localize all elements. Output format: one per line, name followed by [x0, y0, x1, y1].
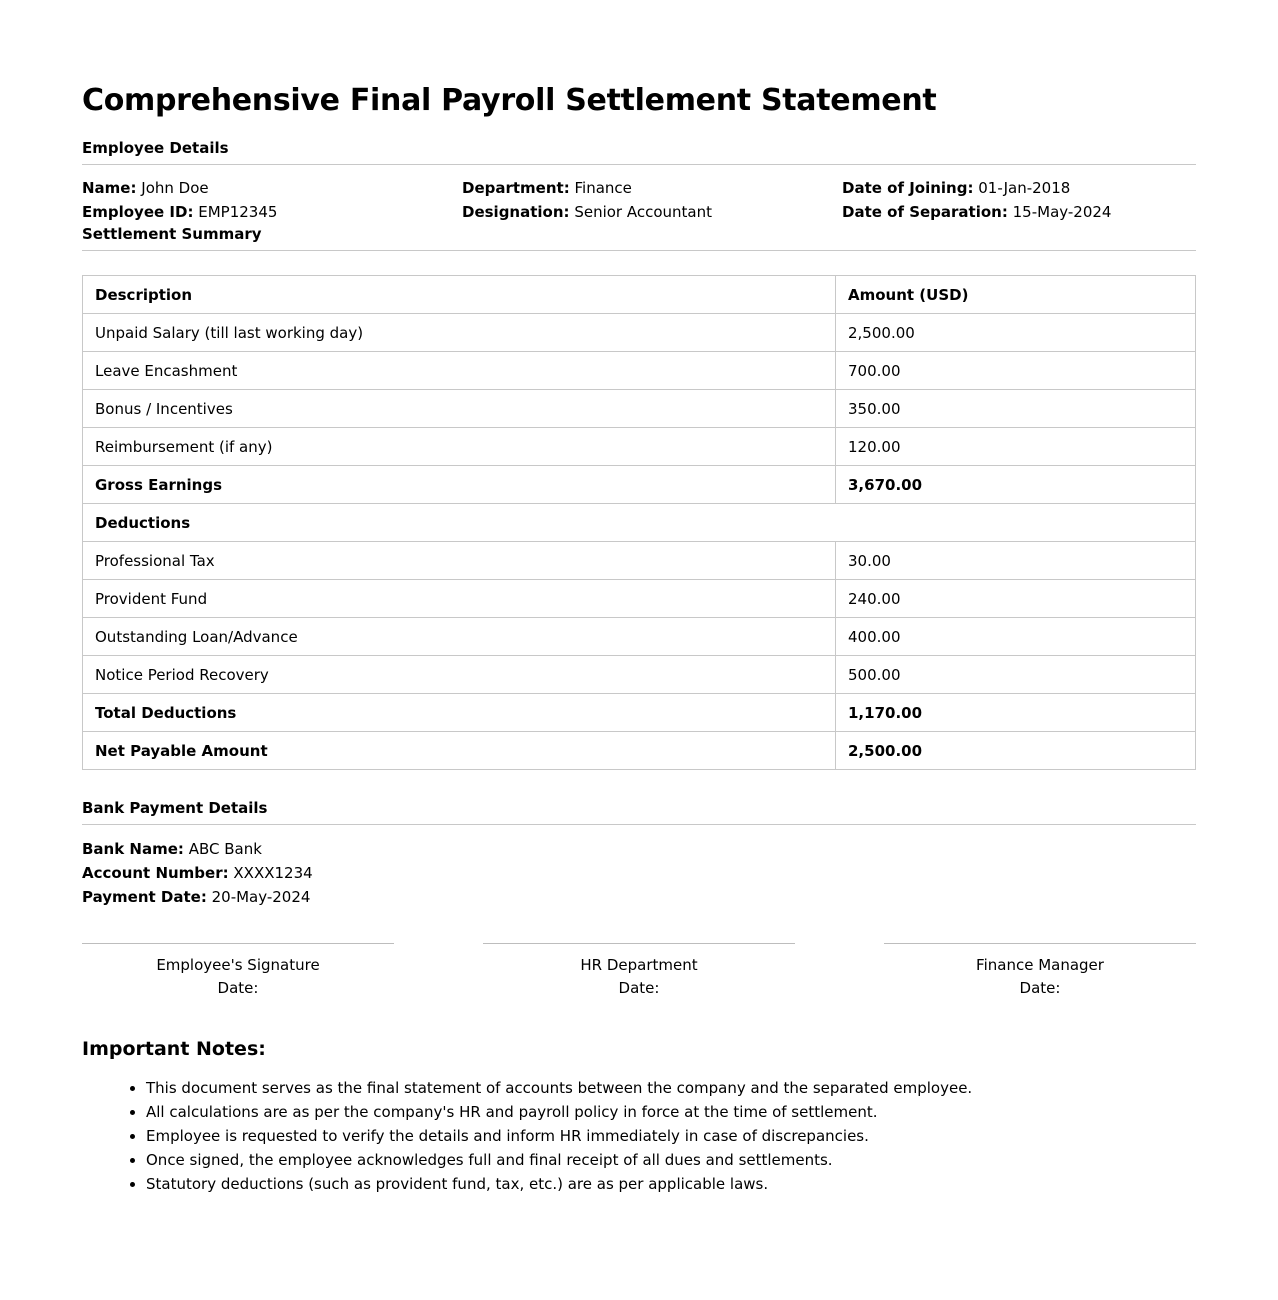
employee-name-label: Name:: [82, 179, 137, 197]
row-amount: 120.00: [836, 428, 1196, 466]
signature-block-employee: [82, 943, 394, 1000]
signature-title: HR Department: [580, 956, 698, 974]
settlement-summary-heading: Settlement Summary: [82, 224, 1196, 251]
row-description: Unpaid Salary (till last working day): [83, 314, 836, 352]
bank-info: [82, 837, 1196, 909]
table-row: [83, 428, 1196, 466]
gross-earnings-amount: 3,670.00: [836, 466, 1196, 504]
signature-date-label: Date:: [618, 979, 660, 997]
notes-list: [82, 1076, 1196, 1196]
table-row: [83, 580, 1196, 618]
total-deductions-row: [83, 694, 1196, 732]
table-header-row: [83, 276, 1196, 314]
employee-id-line: [82, 200, 462, 224]
row-amount: 350.00: [836, 390, 1196, 428]
deductions-header-row: [83, 504, 1196, 542]
employee-name-line: [82, 176, 462, 200]
net-payable-row: [83, 732, 1196, 770]
signature-row: [82, 943, 1196, 1000]
bank-name-label: Bank Name:: [82, 840, 184, 858]
row-description: Outstanding Loan/Advance: [83, 618, 836, 656]
notes-heading: Important Notes:: [82, 1038, 266, 1060]
department-line: [462, 176, 842, 200]
list-item: • Employee is requested to verify the details and inform HR immediately in case of discrepancies.: [146, 1124, 1196, 1148]
net-payable-amount: 2,500.00: [836, 732, 1196, 770]
joining-date-label: Date of Joining:: [842, 179, 974, 197]
separation-date-value: 15-May-2024: [1012, 203, 1112, 221]
separation-date-label: Date of Separation:: [842, 203, 1008, 221]
signature-date-label: Date:: [217, 979, 259, 997]
row-description: Notice Period Recovery: [83, 656, 836, 694]
deductions-heading: Deductions: [83, 504, 1196, 542]
employee-name-value: John Doe: [141, 179, 209, 197]
gross-earnings-label: Gross Earnings: [83, 466, 836, 504]
table-row: [83, 656, 1196, 694]
employee-id-value: EMP12345: [198, 203, 278, 221]
row-amount: 2,500.00: [836, 314, 1196, 352]
bank-name-value: ABC Bank: [188, 840, 262, 858]
employee-info: [82, 176, 1196, 224]
table-row: [83, 352, 1196, 390]
settlement-table: [82, 275, 1196, 770]
account-number-label: Account Number:: [82, 864, 229, 882]
employee-info-col-2: [462, 176, 842, 224]
list-item: • Once signed, the employee acknowledges full and final receipt of all dues and settlements.: [146, 1148, 1196, 1172]
list-item: • All calculations are as per the company's HR and payroll policy in force at the time of settlement.: [146, 1100, 1196, 1124]
table-row: [83, 314, 1196, 352]
joining-date-value: 01-Jan-2018: [978, 179, 1071, 197]
column-header-description: Description: [83, 276, 836, 314]
row-description: Professional Tax: [83, 542, 836, 580]
row-amount: 500.00: [836, 656, 1196, 694]
bank-name-line: [82, 837, 1196, 861]
designation-line: [462, 200, 842, 224]
employee-info-col-1: [82, 176, 462, 224]
signature-title: Employee's Signature: [156, 956, 320, 974]
column-header-amount: Amount (USD): [836, 276, 1196, 314]
signature-title: Finance Manager: [976, 956, 1104, 974]
row-description: Provident Fund: [83, 580, 836, 618]
signature-block-hr: [483, 943, 795, 1000]
employee-id-label: Employee ID:: [82, 203, 194, 221]
employee-info-col-3: [842, 176, 1196, 224]
row-description: Leave Encashment: [83, 352, 836, 390]
list-item: • Statutory deductions (such as provident fund, tax, etc.) are as per applicable laws.: [146, 1172, 1196, 1196]
table-row: [83, 390, 1196, 428]
payment-date-value: 20-May-2024: [211, 888, 311, 906]
designation-label: Designation:: [462, 203, 570, 221]
total-deductions-label: Total Deductions: [83, 694, 836, 732]
row-amount: 700.00: [836, 352, 1196, 390]
row-amount: 240.00: [836, 580, 1196, 618]
row-description: Bonus / Incentives: [83, 390, 836, 428]
row-description: Reimbursement (if any): [83, 428, 836, 466]
account-number-value: XXXX1234: [233, 864, 313, 882]
row-amount: 400.00: [836, 618, 1196, 656]
department-value: Finance: [574, 179, 632, 197]
separation-date-line: [842, 200, 1196, 224]
row-amount: 30.00: [836, 542, 1196, 580]
signature-block-finance: [884, 943, 1196, 1000]
settlement-document: [82, 0, 1196, 1196]
signature-date-label: Date:: [1019, 979, 1061, 997]
table-row: [83, 618, 1196, 656]
bank-details-heading: Bank Payment Details: [82, 798, 1196, 825]
payment-date-line: [82, 885, 1196, 909]
joining-date-line: [842, 176, 1196, 200]
employee-details-heading: Employee Details: [82, 138, 1196, 165]
list-item: • This document serves as the final statement of accounts between the company and the separated employee.: [146, 1076, 1196, 1100]
gross-earnings-row: [83, 466, 1196, 504]
account-number-line: [82, 861, 1196, 885]
table-row: [83, 542, 1196, 580]
designation-value: Senior Accountant: [574, 203, 712, 221]
net-payable-label: Net Payable Amount: [83, 732, 836, 770]
department-label: Department:: [462, 179, 570, 197]
total-deductions-amount: 1,170.00: [836, 694, 1196, 732]
payment-date-label: Payment Date:: [82, 888, 207, 906]
page-title: Comprehensive Final Payroll Settlement Statement: [82, 83, 937, 118]
